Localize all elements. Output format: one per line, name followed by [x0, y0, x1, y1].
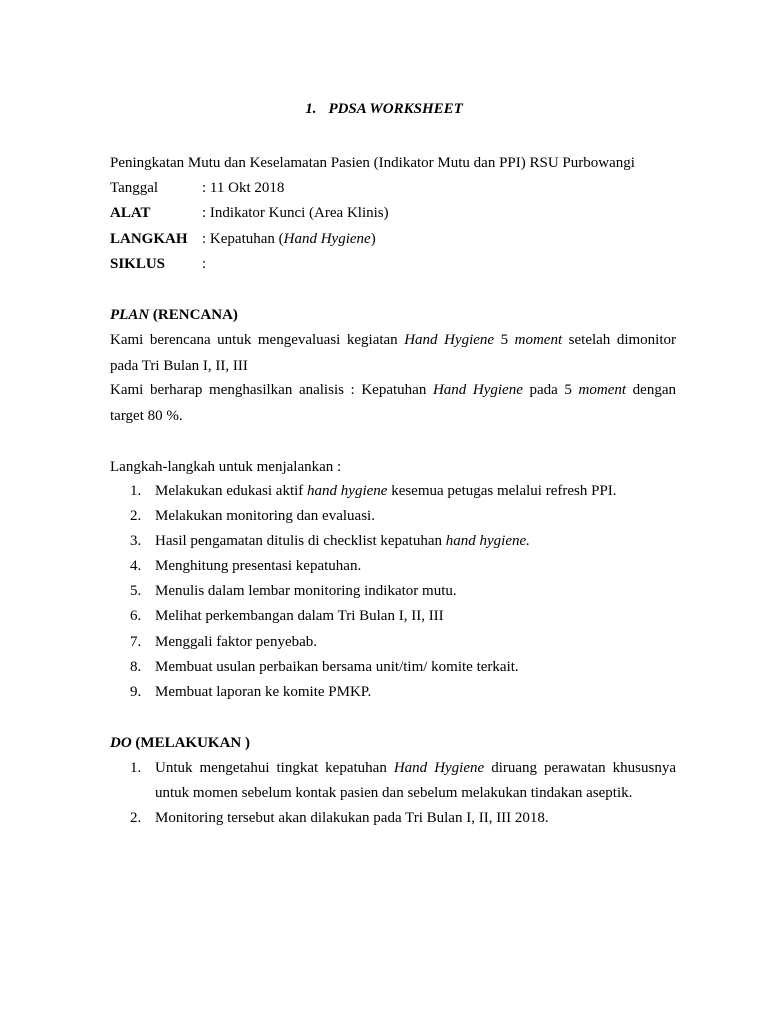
plan-paragraph-2-line-2: target 80 %.	[110, 408, 183, 424]
list-number: 9.	[130, 684, 142, 700]
text-run-em: moment	[514, 332, 563, 348]
title-text: PDSA WORKSHEET	[328, 101, 463, 117]
text-run: Melakukan edukasi aktif	[155, 483, 308, 499]
plan-paragraph-1-line-2: pada Tri Bulan I, II, III	[110, 358, 248, 374]
list-number: 5.	[130, 583, 142, 599]
do-item-1-line-2: untuk momen sebelum kontak pasien dan sebelum melakukan tindakan aseptik.	[155, 785, 633, 801]
list-text	[155, 682, 371, 702]
text-run: Menggali faktor penyebab.	[155, 634, 318, 650]
list-number: 7.	[130, 634, 142, 650]
text-run-em: hand hygiene	[307, 483, 388, 499]
list-text	[155, 506, 375, 526]
field-alat	[110, 203, 389, 223]
plan-paragraph-1-line-1	[110, 330, 676, 350]
list-number: 1.	[130, 483, 142, 499]
subject-line: Peningkatan Mutu dan Keselamatan Pasien (Indikator Mutu dan PPI) RSU Purbowangi	[110, 155, 635, 171]
field-value-em: Hand Hygiene	[283, 231, 371, 247]
field-value-pre: : Kepatuhan (	[202, 231, 284, 247]
do-heading-em: DO	[110, 735, 132, 751]
text-run-em: moment	[578, 382, 627, 398]
field-value: :	[202, 256, 207, 272]
list-text	[155, 556, 361, 576]
do-heading-rest: (MELAKUKAN )	[135, 735, 250, 751]
field-langkah	[110, 229, 376, 249]
text-run-em: hand hygiene.	[445, 533, 530, 549]
do-item-1-line-1	[155, 758, 676, 778]
list-text	[155, 632, 317, 652]
field-label: LANGKAH	[110, 231, 188, 247]
text-run: setelah dimonitor	[562, 332, 676, 348]
field-siklus	[110, 254, 206, 274]
do-heading	[110, 733, 250, 753]
list-number: 1.	[130, 760, 142, 776]
text-run-em: Hand Hygiene	[393, 760, 485, 776]
do-item-2-line-1: Monitoring tersebut akan dilakukan pada Tri Bulan I, II, III 2018.	[155, 810, 549, 826]
list-text	[155, 531, 530, 551]
text-run: pada 5	[522, 382, 579, 398]
text-run: 5	[494, 332, 515, 348]
text-run: diruang perawatan khususnya	[484, 760, 676, 776]
text-run: Untuk mengetahui tingkat kepatuhan	[155, 760, 394, 776]
plan-heading-rest: (RENCANA)	[152, 307, 238, 323]
list-text	[155, 581, 457, 601]
text-run: Melihat perkembangan dalam Tri Bulan I, II, III	[155, 608, 444, 624]
field-tanggal	[110, 178, 284, 198]
page-title	[0, 101, 768, 118]
text-run: Menghitung presentasi kepatuhan.	[155, 558, 362, 574]
text-run: Menulis dalam lembar monitoring indikator mutu.	[155, 583, 457, 599]
field-label: SIKLUS	[110, 256, 166, 272]
field-value-post: )	[370, 231, 376, 247]
list-number: 6.	[130, 608, 142, 624]
text-run-em: Hand Hygiene	[432, 382, 523, 398]
text-run: dengan	[626, 382, 676, 398]
text-run: Melakukan monitoring dan evaluasi.	[155, 508, 375, 524]
plan-paragraph-2-line-1	[110, 380, 676, 400]
text-run: Membuat laporan ke komite PMKP.	[155, 684, 372, 700]
plan-heading	[110, 305, 238, 325]
field-label: ALAT	[110, 205, 151, 221]
title-number: 1.	[305, 101, 317, 117]
text-run: Kami berharap menghasilkan analisis : Kepatuhan	[110, 382, 433, 398]
list-text	[155, 606, 444, 626]
list-number: 4.	[130, 558, 142, 574]
steps-intro: Langkah-langkah untuk menjalankan :	[110, 459, 342, 475]
field-value: : Indikator Kunci (Area Klinis)	[202, 205, 389, 221]
text-run-em: Hand Hygiene	[404, 332, 495, 348]
list-number: 2.	[130, 810, 142, 826]
list-text	[155, 657, 519, 677]
text-run: Membuat usulan perbaikan bersama unit/tim/ komite terkait.	[155, 659, 519, 675]
field-value: : 11 Okt 2018	[202, 180, 285, 196]
list-number: 3.	[130, 533, 142, 549]
list-text	[155, 481, 617, 501]
list-number: 2.	[130, 508, 142, 524]
text-run: Kami berencana untuk mengevaluasi kegiatan	[110, 332, 405, 348]
text-run: Hasil pengamatan ditulis di checklist kepatuhan	[155, 533, 446, 549]
text-run: kesemua petugas melalui refresh PPI.	[387, 483, 617, 499]
list-number: 8.	[130, 659, 142, 675]
plan-heading-em: PLAN	[110, 307, 150, 323]
field-label: Tanggal	[110, 180, 159, 196]
